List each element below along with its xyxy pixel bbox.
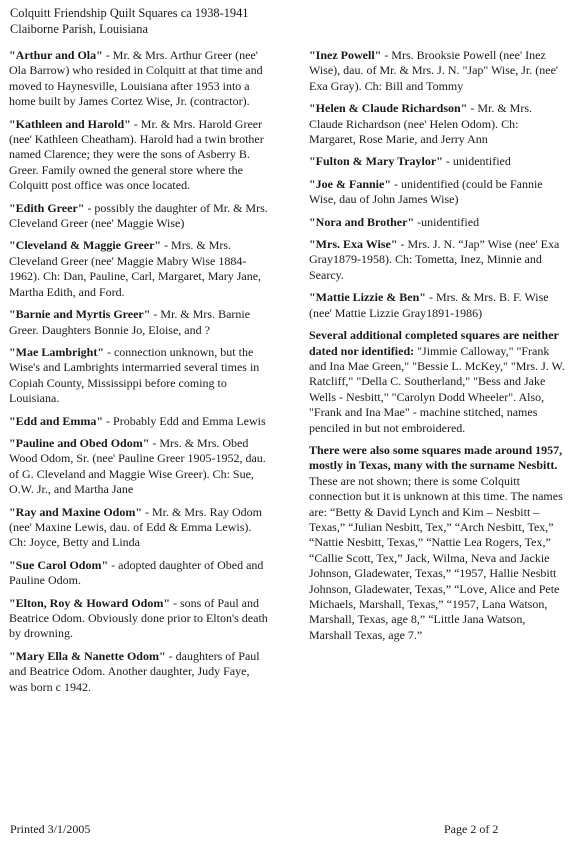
entry-name: "Inez Powell" bbox=[309, 48, 382, 62]
entry-fulton-mary bbox=[309, 154, 568, 169]
entry-text: - unidentified (could be Fannie Wise, dau of John James Wise) bbox=[309, 176, 543, 207]
entry-text: - Mr. & Mrs. Ray Odom (nee' Maxine Lewis, dau. of Edd & Emma Lewis). Ch: Joyce, Betty and Linda bbox=[9, 504, 263, 550]
entry-joe-fannie bbox=[309, 177, 568, 208]
entry-name: "Nora and Brother" bbox=[309, 214, 415, 229]
entry-exa-wise bbox=[309, 237, 568, 283]
page-number: Page 2 of 2 bbox=[444, 822, 499, 836]
entry-name: "Mae Lambright" bbox=[9, 344, 104, 359]
entry-name: "Barnie and Myrtis Greer" bbox=[9, 307, 151, 322]
document-title: Colquitt Friendship Quilt Squares ca 1938-1941 bbox=[10, 6, 249, 20]
entry-name: Several additional completed squares are neither dated nor identified: bbox=[309, 328, 559, 358]
entry-text: - adopted daughter of Obed and Pauline Odom. bbox=[9, 557, 264, 588]
entry-text: - connection unknown, but the Wise's and Lambrights intermarried several times in Copiah County, Mississippi before coming to Louisiana. bbox=[9, 344, 260, 406]
entry-name: "Cleveland & Maggie Greer" bbox=[9, 238, 162, 253]
entry-name: There were also some squares made around 1957, mostly in Texas, many with the surname Nesbitt. bbox=[309, 442, 563, 473]
entry-name: "Helen & Claude Richardson" bbox=[309, 101, 468, 116]
entry-name: "Edd and Emma" bbox=[9, 413, 104, 428]
left-column bbox=[9, 48, 271, 702]
entry-name: "Mary Ella & Nanette Odom" bbox=[9, 648, 166, 663]
entry-name: "Ray and Maxine Odom" bbox=[9, 504, 143, 519]
entry-text: - Mr. & Mrs. Claude Richardson (nee' Helen Odom). Ch: Margaret, Rose Marie, and Jerry Ann bbox=[309, 101, 533, 147]
entry-text: - Mr. & Mrs. Arthur Greer (nee' Ola Barrow) who resided in Colquitt at that time and moved to Haynesville, Louisiana after 1953 into a home built by James Cortez Wise, Jr. (contractor). bbox=[9, 48, 263, 109]
document-header bbox=[10, 6, 310, 37]
entry-pauline-obed bbox=[9, 436, 271, 498]
entry-text: - Mr. & Mrs. Harold Greer (nee' Kathleen Cheatham). Harold had a twin brother named Clarence; they were the sons of Asberry B. Greer. Family owned the general store where the Colquitt post office was once located. bbox=[9, 116, 264, 193]
entry-edith-greer bbox=[9, 201, 271, 232]
entry-text: - possibly the daughter of Mr. & Mrs. Cleveland Greer (nee' Maggie Wise) bbox=[9, 200, 268, 231]
entry-name: "Edith Greer" bbox=[9, 200, 85, 215]
entry-text: - sons of Paul and Beatrice Odom. Obviously done prior to Elton's death by drowning. bbox=[9, 595, 268, 641]
entry-1957-squares bbox=[309, 443, 568, 643]
entry-barnie-myrtis bbox=[9, 307, 271, 338]
entry-text: - unidentified bbox=[442, 154, 511, 169]
entry-inez-powell bbox=[309, 48, 568, 94]
entry-mae-lambright bbox=[9, 345, 271, 407]
entry-mary-ella-nanette bbox=[9, 649, 271, 695]
entry-text: These are not shown; there is some Colquitt connection but it is unknown at this time. The names are: “Betty & David Lynch and Kim – Nesbitt – Texas,” “Julian Nesbitt, Tex,” “Arch Nesbitt, Tex,” “Nattie Nesbitt, Texas,” “Nattie Lea Rogers, Tex,” “Callie Scott, Tex,” Jack, Wilma, Neva and Jackie Johnson, Gladewater, Texas,” “1957, Hallie Nesbitt Johnson, Gladewater, Texas,” “Love, Alice and Pete Michaels, Marshall, Texas,” “1957, Lana Watson, Marshall, Texas, age 8,” “Little Jana Watson, Marshall Texas, age 7.” bbox=[309, 473, 563, 642]
entry-text: - Probably Edd and Emma Lewis bbox=[103, 413, 266, 428]
entry-arthur-ola bbox=[9, 48, 271, 110]
entry-text: - daughters of Paul and Beatrice Odom. Another daughter, Judy Faye, was born c 1942. bbox=[9, 648, 260, 694]
entry-name: "Pauline and Obed Odom" bbox=[9, 435, 150, 450]
entry-name: "Kathleen and Harold" bbox=[9, 116, 131, 131]
entry-name: "Joe & Fannie" bbox=[309, 176, 391, 191]
entry-name: "Sue Carol Odom" bbox=[9, 557, 109, 572]
entry-additional-squares bbox=[309, 328, 568, 436]
right-column bbox=[309, 48, 568, 650]
entry-text: - Mrs. J. N. “Jap” Wise (nee' Exa Gray1879-1958). Ch: Tometta, Inez, Minnie and Searcy. bbox=[309, 237, 560, 282]
printed-date: Printed 3/1/2005 bbox=[10, 822, 91, 836]
entry-name: "Elton, Roy & Howard Odom" bbox=[9, 595, 170, 610]
entry-text: - Mrs. & Mrs. B. F. Wise (nee' Mattie Lizzie Gray1891-1986) bbox=[309, 290, 549, 320]
entry-sue-carol bbox=[9, 558, 271, 589]
entry-text: -unidentified bbox=[414, 214, 480, 229]
entry-helen-claude bbox=[309, 101, 568, 147]
entry-text: "Jimmie Calloway," "Frank and Ina Mae Green," "Bessie L. McKey," "Mrs. J. W. Ratcliff," "Della C. Southerland," "Bess and Jake Wells - Nesbitt," "Carolyn Dodd Wheeler". Also, "Frank and Ina Mae" - machine stitched, names penciled in but not embroidered. bbox=[309, 343, 565, 435]
entry-kathleen-harold bbox=[9, 117, 271, 194]
entry-name: "Fulton & Mary Traylor" bbox=[309, 154, 443, 169]
entry-name: "Mrs. Exa Wise" bbox=[309, 237, 398, 252]
entry-elton-roy-howard bbox=[9, 596, 271, 642]
entry-ray-maxine bbox=[9, 505, 271, 551]
entry-text: - Mr. & Mrs. Barnie Greer. Daughters Bonnie Jo, Eloise, and ? bbox=[9, 307, 251, 337]
entry-mattie-lizzie-ben bbox=[309, 290, 568, 321]
document-subtitle: Claiborne Parish, Louisiana bbox=[10, 21, 148, 36]
entry-name: "Mattie Lizzie & Ben" bbox=[309, 290, 426, 305]
entry-text: - Mrs. Brooksie Powell (nee' Inez Wise), dau. of Mr. & Mrs. J. N. "Jap" Wise, Jr. (nee' Exa Gray). Ch: Bill and Tommy bbox=[309, 48, 559, 93]
entry-edd-emma bbox=[9, 414, 271, 429]
entry-name: "Arthur and Ola" bbox=[9, 48, 103, 62]
entry-text: - Mrs. & Mrs. Cleveland Greer (nee' Maggie Mabry Wise 1884-1962). Ch: Dan, Pauline, Carl, Margaret, Mary Jane, Martha Edith, and Ford. bbox=[9, 238, 262, 299]
entry-nora-brother bbox=[309, 215, 568, 230]
entry-cleveland-maggie bbox=[9, 238, 271, 300]
entry-text: - Mrs. & Mrs. Obed Wood Odom, Sr. (nee' Pauline Greer 1905-1952, dau. of G. Cleveland and Maggie Wise Greer). Ch: Sue, O.W. Jr., and Martha Jane bbox=[9, 435, 266, 497]
